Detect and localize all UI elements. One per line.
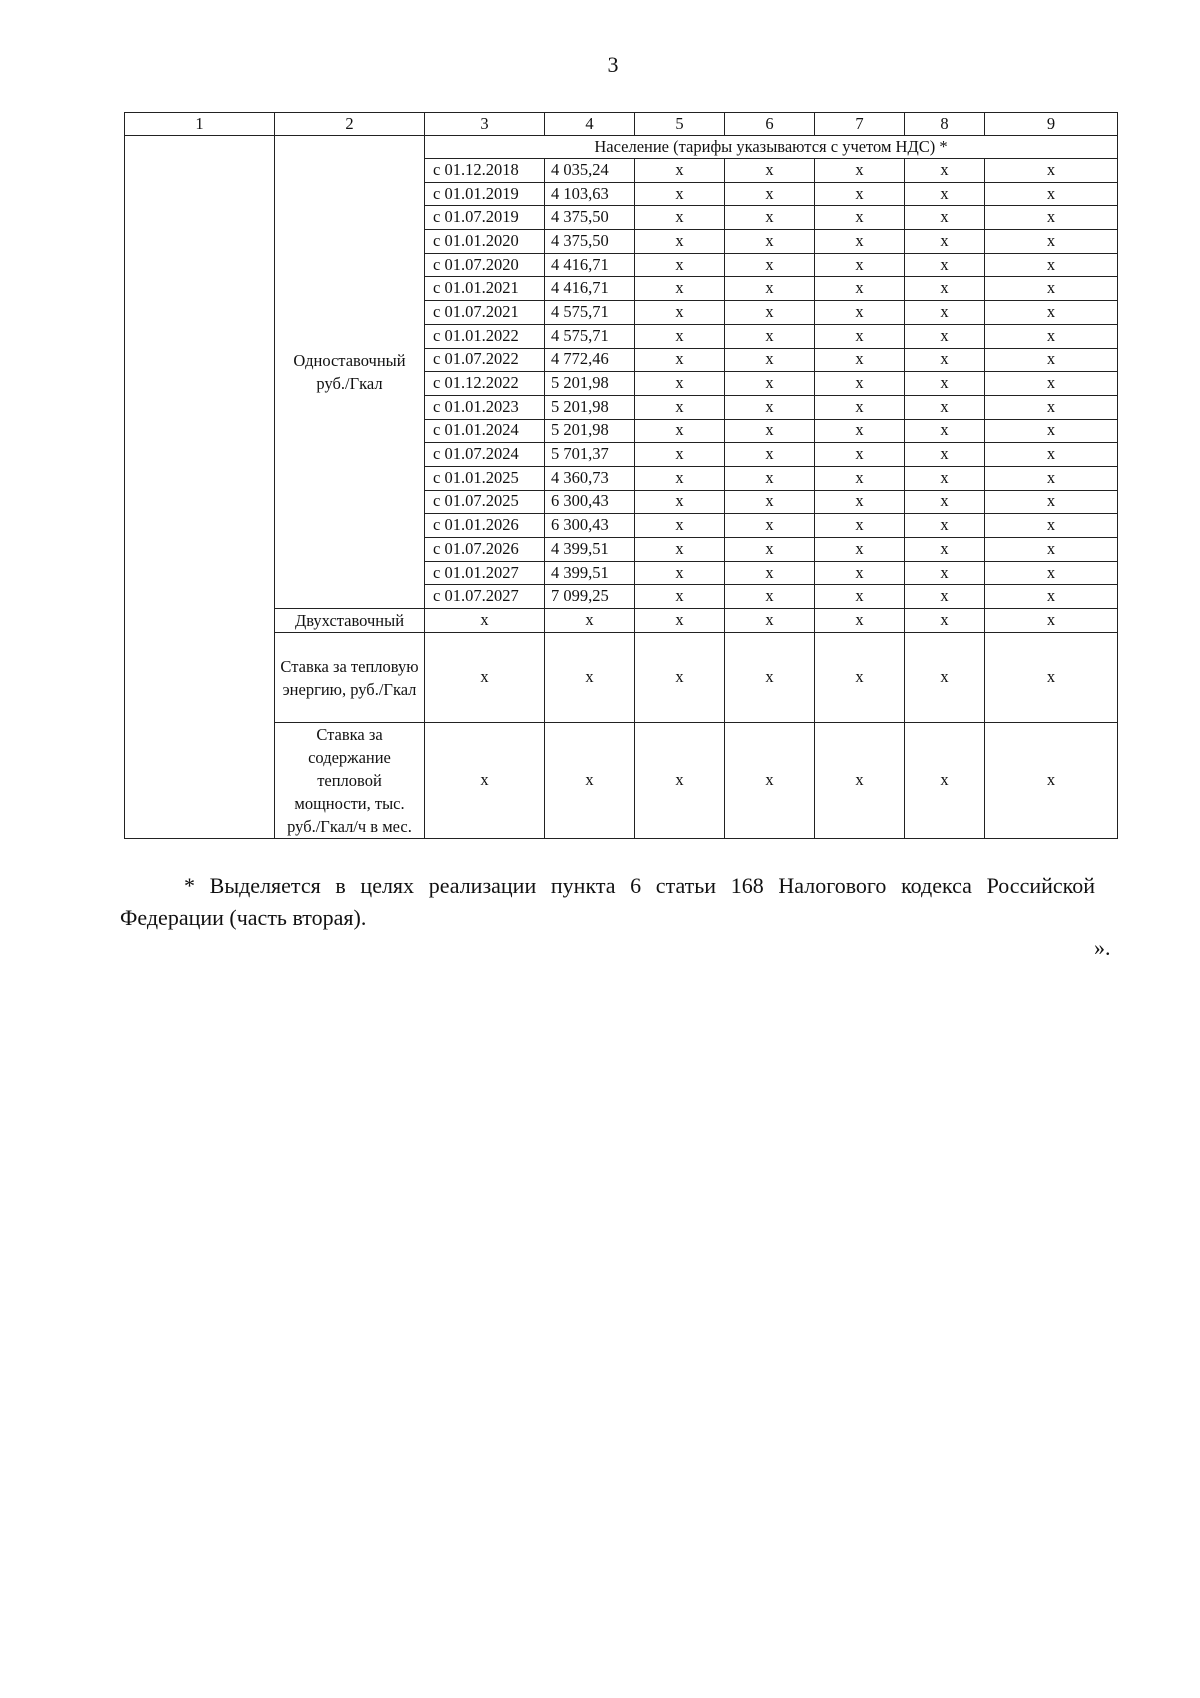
capacity-rate-cell: x bbox=[815, 723, 905, 839]
tariff-cell-c5: x bbox=[635, 372, 725, 396]
tariff-cell-c9: x bbox=[985, 419, 1118, 443]
tariff-cell-c5: x bbox=[635, 277, 725, 301]
capacity-rate-cell: x bbox=[545, 723, 635, 839]
tariff-cell-c7: x bbox=[815, 277, 905, 301]
tariff-cell-c6: x bbox=[725, 466, 815, 490]
tariff-cell-c5: x bbox=[635, 230, 725, 254]
tariff-value: 4 399,51 bbox=[545, 538, 635, 562]
tariff-cell-c8: x bbox=[905, 585, 985, 609]
tariff-value: 5 201,98 bbox=[545, 395, 635, 419]
page-number: 3 bbox=[607, 52, 619, 77]
tariff-cell-c9: x bbox=[985, 182, 1118, 206]
tariff-cell-c7: x bbox=[815, 490, 905, 514]
column-number: 8 bbox=[905, 113, 985, 136]
tariff-cell-c9: x bbox=[985, 561, 1118, 585]
tariff-cell-c9: x bbox=[985, 443, 1118, 467]
closing-quote: ». bbox=[1094, 935, 1111, 960]
tariff-cell-c5: x bbox=[635, 301, 725, 325]
tariff-cell-c6: x bbox=[725, 253, 815, 277]
tariff-cell-c8: x bbox=[905, 182, 985, 206]
tariff-cell-c8: x bbox=[905, 538, 985, 562]
tariff-cell-c8: x bbox=[905, 419, 985, 443]
tariff-cell-c5: x bbox=[635, 561, 725, 585]
tariff-cell-c8: x bbox=[905, 561, 985, 585]
tariff-value: 6 300,43 bbox=[545, 490, 635, 514]
tariff-date: с 01.01.2026 bbox=[425, 514, 545, 538]
tariff-date: с 01.07.2024 bbox=[425, 443, 545, 467]
tariff-cell-c6: x bbox=[725, 277, 815, 301]
tariff-cell-c5: x bbox=[635, 514, 725, 538]
column-number-row bbox=[125, 113, 1118, 136]
tariff-cell-c7: x bbox=[815, 159, 905, 183]
column-number: 5 bbox=[635, 113, 725, 136]
tariff-cell-c7: x bbox=[815, 561, 905, 585]
tariff-cell-c9: x bbox=[985, 206, 1118, 230]
tariff-value: 4 399,51 bbox=[545, 561, 635, 585]
capacity-rate-cell: x bbox=[905, 723, 985, 839]
column-number: 1 bbox=[125, 113, 275, 136]
tariff-date: с 01.01.2022 bbox=[425, 324, 545, 348]
tariff-cell-c6: x bbox=[725, 206, 815, 230]
tariff-value: 4 416,71 bbox=[545, 277, 635, 301]
tariff-cell-c6: x bbox=[725, 443, 815, 467]
tariff-cell-c5: x bbox=[635, 419, 725, 443]
capacity-rate-cell: x bbox=[425, 723, 545, 839]
tariff-cell-c8: x bbox=[905, 277, 985, 301]
tariff-cell-c8: x bbox=[905, 348, 985, 372]
tariff-cell-c9: x bbox=[985, 230, 1118, 254]
tariff-cell-c5: x bbox=[635, 182, 725, 206]
tariff-value: 4 772,46 bbox=[545, 348, 635, 372]
tariff-cell-c7: x bbox=[815, 585, 905, 609]
tariff-cell-c7: x bbox=[815, 514, 905, 538]
tariff-cell-c9: x bbox=[985, 253, 1118, 277]
tariff-cell-c6: x bbox=[725, 395, 815, 419]
tariff-date: с 01.07.2026 bbox=[425, 538, 545, 562]
tariff-date: с 01.07.2022 bbox=[425, 348, 545, 372]
column-number: 3 bbox=[425, 113, 545, 136]
tariff-value: 7 099,25 bbox=[545, 585, 635, 609]
column-number: 2 bbox=[275, 113, 425, 136]
tariff-cell-c5: x bbox=[635, 159, 725, 183]
tariff-cell-c5: x bbox=[635, 324, 725, 348]
tariff-cell-c9: x bbox=[985, 585, 1118, 609]
tariff-cell-c5: x bbox=[635, 585, 725, 609]
tariff-cell-c5: x bbox=[635, 490, 725, 514]
tariff-cell-c6: x bbox=[725, 538, 815, 562]
section-header-row bbox=[125, 136, 1118, 159]
tariff-cell-c6: x bbox=[725, 514, 815, 538]
tariff-cell-c7: x bbox=[815, 466, 905, 490]
tariff-cell-c6: x bbox=[725, 372, 815, 396]
heat-energy-rate-cell: x bbox=[985, 633, 1118, 723]
tariff-date: с 01.01.2025 bbox=[425, 466, 545, 490]
tariff-cell-c7: x bbox=[815, 419, 905, 443]
tariff-cell-c6: x bbox=[725, 419, 815, 443]
two-rate-cell: x bbox=[815, 609, 905, 633]
tariff-cell-c9: x bbox=[985, 395, 1118, 419]
capacity-rate-cell: x bbox=[985, 723, 1118, 839]
tariff-cell-c9: x bbox=[985, 301, 1118, 325]
tariff-cell-c7: x bbox=[815, 301, 905, 325]
tariff-cell-c7: x bbox=[815, 443, 905, 467]
tariff-value: 4 375,50 bbox=[545, 206, 635, 230]
tariff-table bbox=[124, 112, 1118, 839]
column-number: 9 bbox=[985, 113, 1118, 136]
column-number: 7 bbox=[815, 113, 905, 136]
tariff-date: с 01.07.2019 bbox=[425, 206, 545, 230]
tariff-cell-c9: x bbox=[985, 324, 1118, 348]
capacity-rate-label: Ставка за содержание тепловой мощности, тыс. руб./Гкал/ч в мес. bbox=[275, 723, 425, 839]
tariff-cell-c7: x bbox=[815, 182, 905, 206]
tariff-value: 4 103,63 bbox=[545, 182, 635, 206]
tariff-value: 4 575,71 bbox=[545, 324, 635, 348]
tariff-cell-c8: x bbox=[905, 514, 985, 538]
empty-first-column-cell bbox=[125, 136, 275, 839]
tariff-cell-c7: x bbox=[815, 206, 905, 230]
tariff-date: с 01.01.2027 bbox=[425, 561, 545, 585]
tariff-cell-c5: x bbox=[635, 538, 725, 562]
tariff-cell-c6: x bbox=[725, 324, 815, 348]
two-rate-cell: x bbox=[985, 609, 1118, 633]
tariff-cell-c9: x bbox=[985, 538, 1118, 562]
tariff-value: 6 300,43 bbox=[545, 514, 635, 538]
tariff-date: с 01.01.2024 bbox=[425, 419, 545, 443]
tariff-cell-c5: x bbox=[635, 206, 725, 230]
tariff-cell-c8: x bbox=[905, 253, 985, 277]
tariff-date: с 01.12.2018 bbox=[425, 159, 545, 183]
tariff-date: с 01.12.2022 bbox=[425, 372, 545, 396]
tariff-value: 4 360,73 bbox=[545, 466, 635, 490]
tariff-cell-c9: x bbox=[985, 514, 1118, 538]
tariff-value: 4 035,24 bbox=[545, 159, 635, 183]
heat-energy-rate-cell: x bbox=[815, 633, 905, 723]
tariff-date: с 01.01.2020 bbox=[425, 230, 545, 254]
tariff-cell-c7: x bbox=[815, 395, 905, 419]
tariff-cell-c6: x bbox=[725, 182, 815, 206]
tariff-cell-c5: x bbox=[635, 466, 725, 490]
tariff-cell-c7: x bbox=[815, 230, 905, 254]
heat-energy-rate-cell: x bbox=[905, 633, 985, 723]
tariff-cell-c8: x bbox=[905, 466, 985, 490]
tariff-date: с 01.01.2019 bbox=[425, 182, 545, 206]
tariff-cell-c8: x bbox=[905, 372, 985, 396]
two-rate-cell: x bbox=[725, 609, 815, 633]
tariff-cell-c6: x bbox=[725, 230, 815, 254]
tariff-value: 5 701,37 bbox=[545, 443, 635, 467]
tariff-cell-c5: x bbox=[635, 348, 725, 372]
tariff-cell-c6: x bbox=[725, 561, 815, 585]
tariff-cell-c7: x bbox=[815, 538, 905, 562]
tariff-date: с 01.07.2027 bbox=[425, 585, 545, 609]
tariff-value: 5 201,98 bbox=[545, 419, 635, 443]
column-number: 4 bbox=[545, 113, 635, 136]
heat-energy-rate-cell: x bbox=[545, 633, 635, 723]
tariff-cell-c5: x bbox=[635, 253, 725, 277]
tariff-date: с 01.07.2025 bbox=[425, 490, 545, 514]
two-rate-cell: x bbox=[545, 609, 635, 633]
tariff-cell-c8: x bbox=[905, 230, 985, 254]
tariff-cell-c9: x bbox=[985, 277, 1118, 301]
section-header: Население (тарифы указываются с учетом НДС) * bbox=[425, 136, 1118, 159]
tariff-cell-c8: x bbox=[905, 490, 985, 514]
tariff-cell-c8: x bbox=[905, 159, 985, 183]
tariff-cell-c7: x bbox=[815, 324, 905, 348]
tariff-cell-c9: x bbox=[985, 159, 1118, 183]
tariff-cell-c8: x bbox=[905, 324, 985, 348]
column-number: 6 bbox=[725, 113, 815, 136]
tariff-cell-c8: x bbox=[905, 206, 985, 230]
tariff-cell-c6: x bbox=[725, 348, 815, 372]
two-rate-cell: x bbox=[425, 609, 545, 633]
tariff-cell-c6: x bbox=[725, 490, 815, 514]
heat-energy-rate-cell: x bbox=[635, 633, 725, 723]
tariff-cell-c6: x bbox=[725, 159, 815, 183]
tariff-date: с 01.01.2021 bbox=[425, 277, 545, 301]
tariff-cell-c9: x bbox=[985, 466, 1118, 490]
single-rate-label: Одноставочный руб./Гкал bbox=[275, 136, 425, 609]
tariff-value: 4 375,50 bbox=[545, 230, 635, 254]
tariff-cell-c8: x bbox=[905, 301, 985, 325]
tariff-cell-c9: x bbox=[985, 490, 1118, 514]
capacity-rate-cell: x bbox=[725, 723, 815, 839]
tariff-cell-c7: x bbox=[815, 348, 905, 372]
tariff-date: с 01.07.2021 bbox=[425, 301, 545, 325]
heat-energy-rate-label: Ставка за тепловую энергию, руб./Гкал bbox=[275, 633, 425, 723]
tariff-cell-c6: x bbox=[725, 301, 815, 325]
tariff-date: с 01.01.2023 bbox=[425, 395, 545, 419]
tariff-cell-c8: x bbox=[905, 395, 985, 419]
tariff-cell-c5: x bbox=[635, 395, 725, 419]
tariff-cell-c9: x bbox=[985, 372, 1118, 396]
heat-energy-rate-cell: x bbox=[425, 633, 545, 723]
tariff-date: с 01.07.2020 bbox=[425, 253, 545, 277]
tariff-value: 4 416,71 bbox=[545, 253, 635, 277]
tariff-cell-c6: x bbox=[725, 585, 815, 609]
two-rate-cell: x bbox=[905, 609, 985, 633]
footnote: * Выделяется в целях реализации пункта 6 статьи 168 Налогового кодекса Российской Федерации (часть вторая). bbox=[120, 873, 1095, 930]
two-rate-label: Двухставочный bbox=[275, 609, 425, 633]
capacity-rate-cell: x bbox=[635, 723, 725, 839]
two-rate-cell: x bbox=[635, 609, 725, 633]
tariff-cell-c5: x bbox=[635, 443, 725, 467]
tariff-cell-c9: x bbox=[985, 348, 1118, 372]
heat-energy-rate-cell: x bbox=[725, 633, 815, 723]
tariff-cell-c8: x bbox=[905, 443, 985, 467]
tariff-cell-c7: x bbox=[815, 253, 905, 277]
tariff-value: 5 201,98 bbox=[545, 372, 635, 396]
tariff-value: 4 575,71 bbox=[545, 301, 635, 325]
tariff-cell-c7: x bbox=[815, 372, 905, 396]
